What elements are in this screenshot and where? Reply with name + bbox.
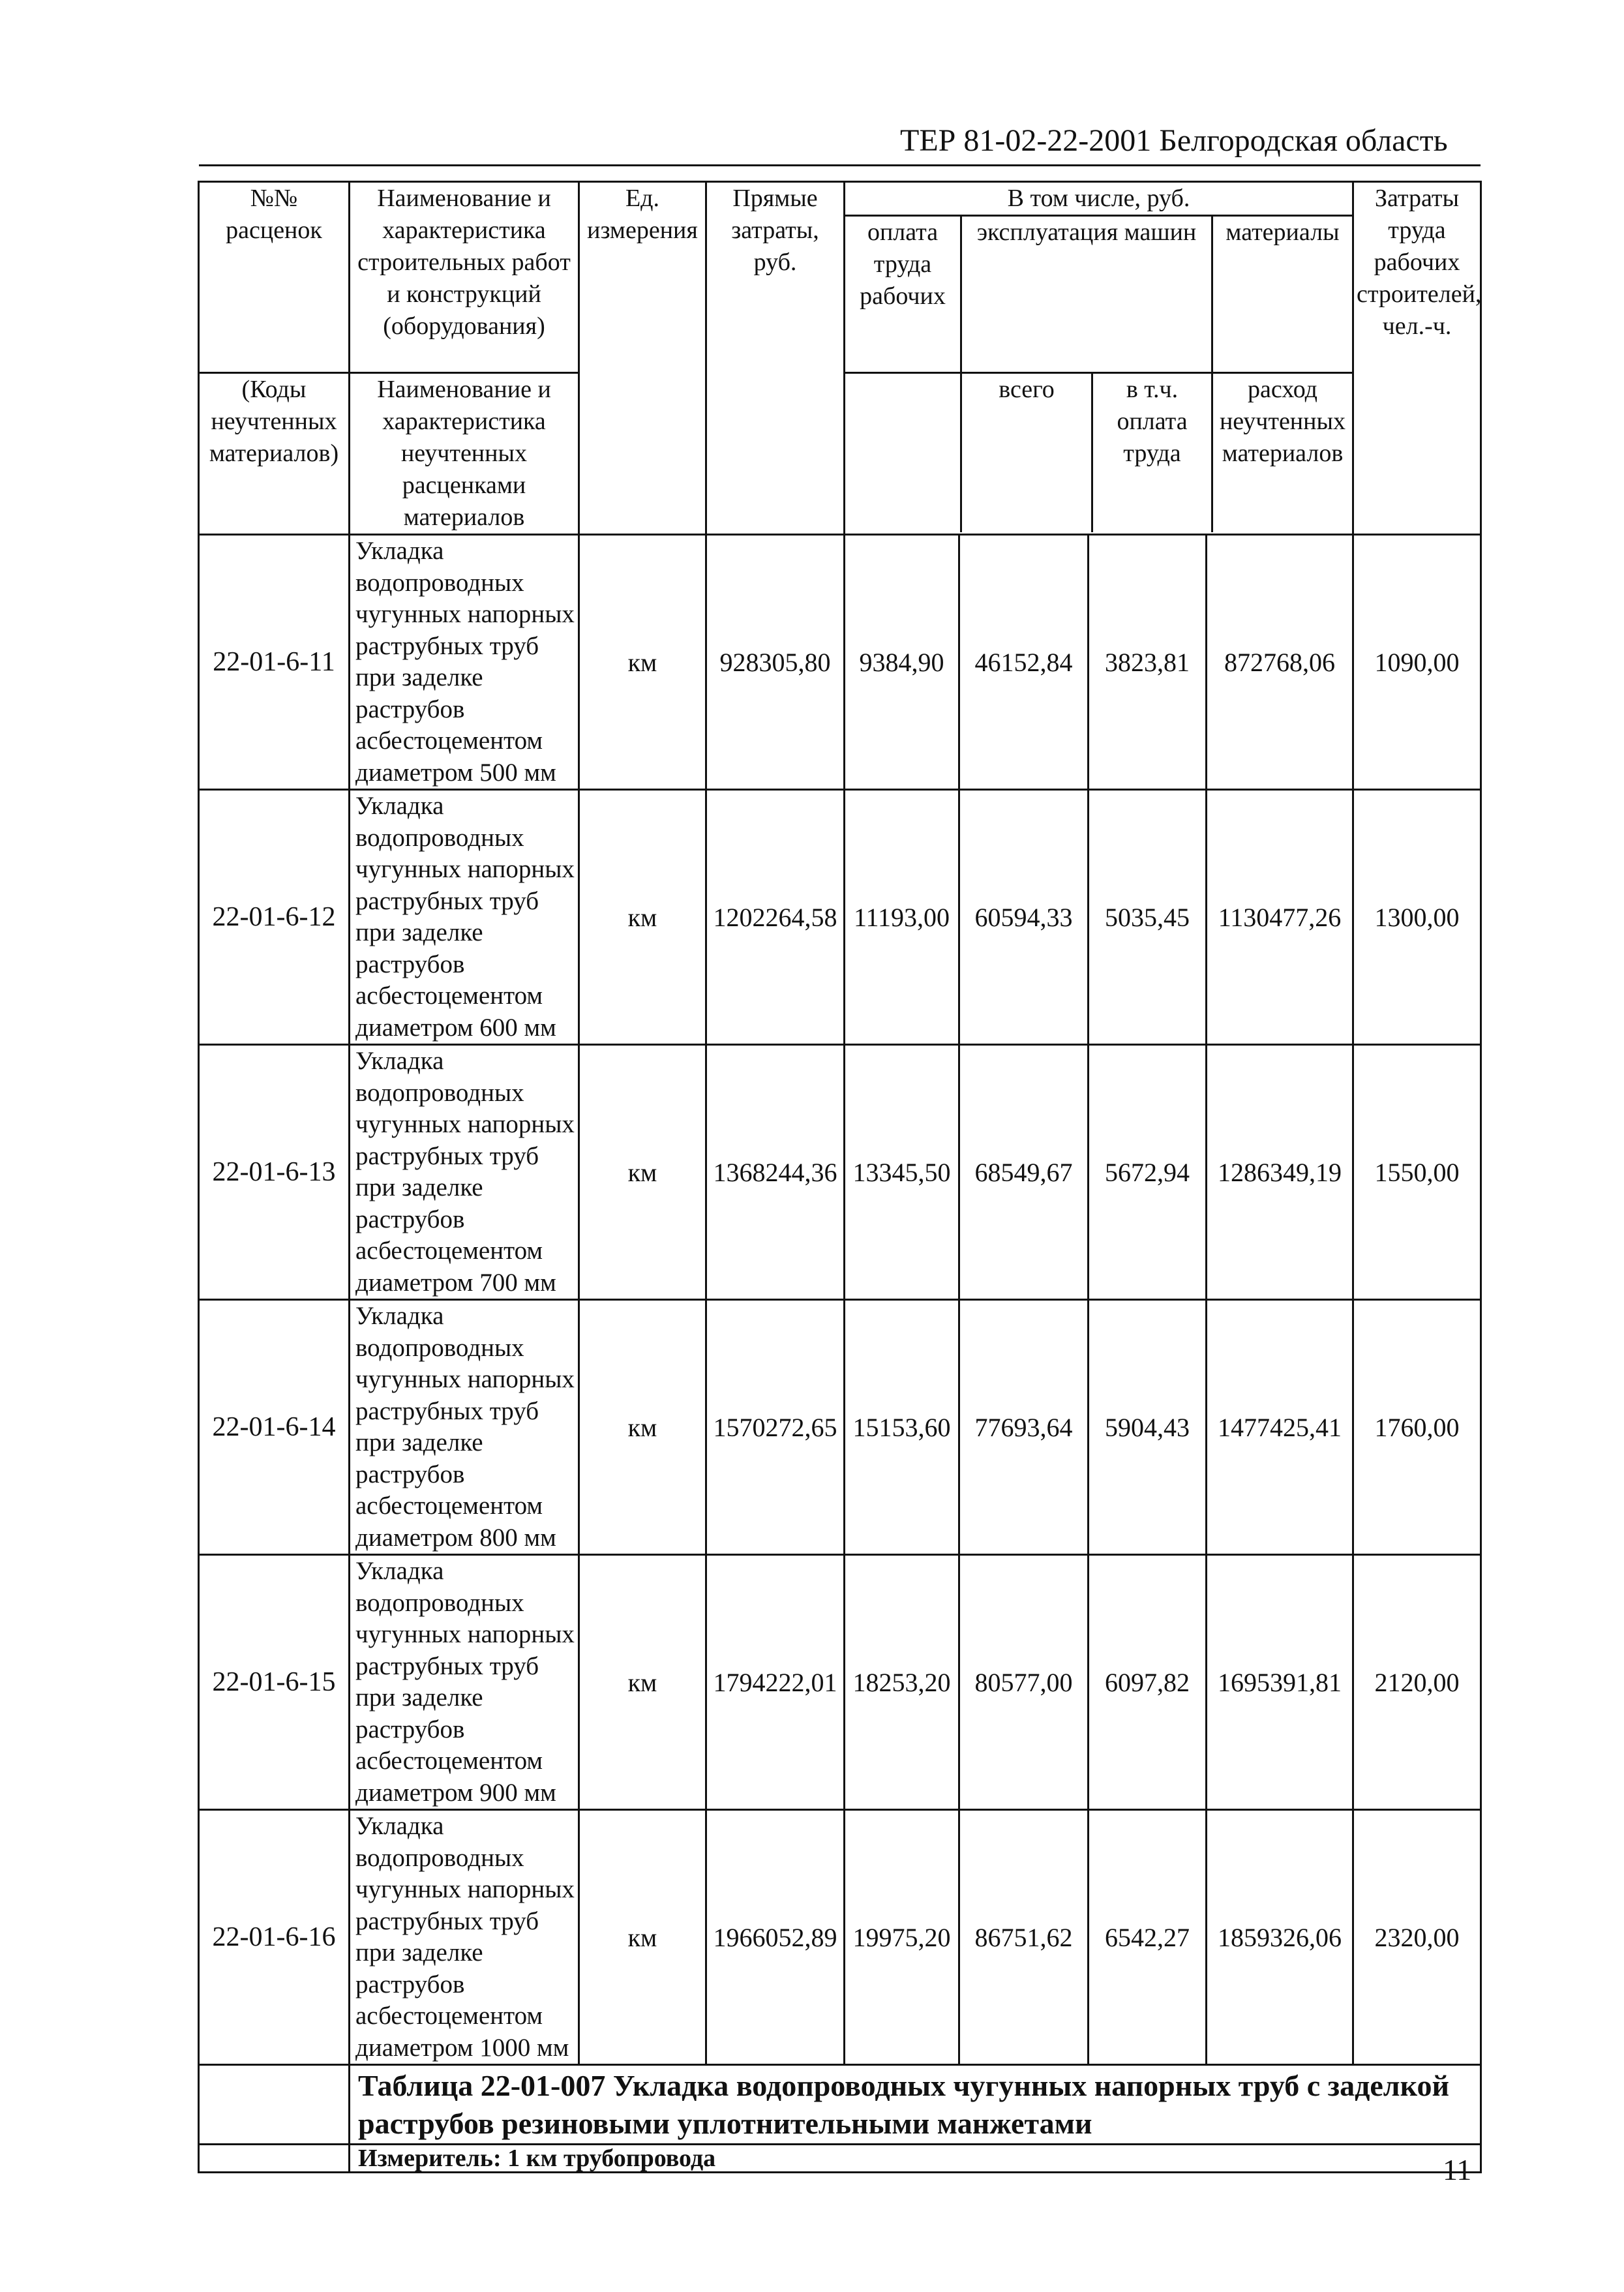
rate-machines-total: 60594,33: [959, 790, 1089, 1045]
table-row: [199, 790, 1481, 1045]
page-number: 11: [1443, 2153, 1472, 2186]
rate-direct-cost: 1794222,01: [706, 1555, 845, 1810]
table-title-prefix: Таблица 22-01-007: [358, 2068, 606, 2102]
measure-label: Измеритель:: [358, 2145, 502, 2172]
rate-wages: 11193,00: [845, 790, 959, 1045]
rate-machines-wages: 5672,94: [1089, 1045, 1207, 1300]
rate-description: Укладка водопроводных чугунных напорных раструбных труб при заделке раструбов асбестоцементом диаметром 500 мм: [350, 535, 579, 790]
measure-value: 1 км трубопровода: [507, 2145, 716, 2172]
col-machines-header: эксплуатация машин: [962, 217, 1213, 372]
rate-description: Укладка водопроводных чугунных напорных раструбных труб при заделке раструбов асбестоцементом диаметром 800 мм: [350, 1300, 579, 1555]
rate-materials: 1859326,06: [1207, 1810, 1353, 2065]
rate-labor: 1760,00: [1353, 1300, 1481, 1555]
rate-code: 22-01-6-16: [199, 1810, 350, 2065]
rate-wages: 13345,50: [845, 1045, 959, 1300]
rate-wages: 15153,60: [845, 1300, 959, 1555]
page-header: ТЕР 81-02-22-2001 Белгородская область: [900, 123, 1448, 158]
rate-machines-total: 46152,84: [959, 535, 1089, 790]
col-including-group: [845, 182, 1353, 373]
col-direct-header: Прямые затраты, руб.: [706, 182, 845, 535]
col-labor-header: Затраты труда рабочих строителей, чел.-ч.: [1353, 182, 1481, 535]
table-row: [199, 1045, 1481, 1300]
rate-wages: 19975,20: [845, 1810, 959, 2065]
rate-machines-wages: 3823,81: [1089, 535, 1207, 790]
header-row-1: [199, 182, 1481, 373]
col-code-header: №№ расценок: [199, 182, 350, 373]
col-materials-header: материалы: [1226, 219, 1340, 246]
measure-line: [350, 2145, 1481, 2173]
rate-unit: км: [579, 1555, 706, 1810]
rate-labor: 2320,00: [1353, 1810, 1481, 2065]
col-name-header: Наименование и характеристика строительных работ и конструкций (оборудования): [350, 182, 579, 373]
rate-code: 22-01-6-13: [199, 1045, 350, 1300]
col-including-header: В том числе, руб.: [845, 183, 1352, 217]
rate-unit: км: [579, 1300, 706, 1555]
rate-description: Укладка водопроводных чугунных напорных раструбных труб при заделке раструбов асбестоцементом диаметром 1000 мм: [350, 1810, 579, 2065]
rate-machines-wages: 6542,27: [1089, 1810, 1207, 2065]
rate-machines-total: 68549,67: [959, 1045, 1089, 1300]
header-rule: [199, 164, 1481, 166]
rate-wages: 18253,20: [845, 1555, 959, 1810]
rate-unit: км: [579, 1045, 706, 1300]
rate-materials: 872768,06: [1207, 535, 1353, 790]
col-sub-group: [845, 373, 1353, 535]
table-title-row: [199, 2065, 1481, 2145]
rate-labor: 1300,00: [1353, 790, 1481, 1045]
col-machines-wages-header: в т.ч. оплата труда: [1093, 374, 1213, 532]
rate-machines-wages: 5904,43: [1089, 1300, 1207, 1555]
table-row: [199, 535, 1481, 790]
table-row: [199, 1555, 1481, 1810]
table-row: [199, 1810, 1481, 2065]
table-title: [350, 2065, 1481, 2145]
col-subname-header: Наименование и характеристика неучтенных расценками материалов: [350, 373, 579, 535]
col-subcode-header: (Коды неучтенных материалов): [199, 373, 350, 535]
rate-wages: 9384,90: [845, 535, 959, 790]
col-unit-header: Ед. измерения: [579, 182, 706, 535]
rate-direct-cost: 1202264,58: [706, 790, 845, 1045]
rate-materials: 1695391,81: [1207, 1555, 1353, 1810]
rate-description: Укладка водопроводных чугунных напорных раструбных труб при заделке раструбов асбестоцементом диаметром 700 мм: [350, 1045, 579, 1300]
rate-machines-total: 77693,64: [959, 1300, 1089, 1555]
table-title-spacer: [199, 2065, 350, 2145]
rate-description: Укладка водопроводных чугунных напорных раструбных труб при заделке раструбов асбестоцементом диаметром 600 мм: [350, 790, 579, 1045]
col-wages-header: оплата труда рабочих: [845, 217, 962, 372]
rate-machines-wages: 5035,45: [1089, 790, 1207, 1045]
rate-labor: 1090,00: [1353, 535, 1481, 790]
rate-unit: км: [579, 535, 706, 790]
rate-materials: 1130477,26: [1207, 790, 1353, 1045]
col-unaccounted-header: расход неучтенных материалов: [1219, 376, 1346, 467]
rates-table: [198, 181, 1482, 2173]
rate-code: 22-01-6-12: [199, 790, 350, 1045]
rate-code: 22-01-6-15: [199, 1555, 350, 1810]
table-row: [199, 1300, 1481, 1555]
rate-unit: км: [579, 1810, 706, 2065]
rate-code: 22-01-6-11: [199, 535, 350, 790]
measure-row: [199, 2145, 1481, 2173]
rate-machines-total: 86751,62: [959, 1810, 1089, 2065]
rate-machines-total: 80577,00: [959, 1555, 1089, 1810]
rate-unit: км: [579, 790, 706, 1045]
rate-direct-cost: 1966052,89: [706, 1810, 845, 2065]
rate-direct-cost: 1368244,36: [706, 1045, 845, 1300]
rate-materials: 1477425,41: [1207, 1300, 1353, 1555]
rate-machines-wages: 6097,82: [1089, 1555, 1207, 1810]
rate-code: 22-01-6-14: [199, 1300, 350, 1555]
col-machines-total-header: всего: [962, 374, 1093, 532]
measure-spacer: [199, 2145, 350, 2173]
rate-direct-cost: 928305,80: [706, 535, 845, 790]
rate-labor: 2120,00: [1353, 1555, 1481, 1810]
rate-labor: 1550,00: [1353, 1045, 1481, 1300]
rate-direct-cost: 1570272,65: [706, 1300, 845, 1555]
rate-materials: 1286349,19: [1207, 1045, 1353, 1300]
wages-blank: [845, 374, 962, 532]
rate-description: Укладка водопроводных чугунных напорных раструбных труб при заделке раструбов асбестоцементом диаметром 900 мм: [350, 1555, 579, 1810]
table-title-text: Укладка водопроводных чугунных напорных труб с заделкой раструбов резиновыми уплотнительными манжетами: [358, 2068, 1450, 2140]
